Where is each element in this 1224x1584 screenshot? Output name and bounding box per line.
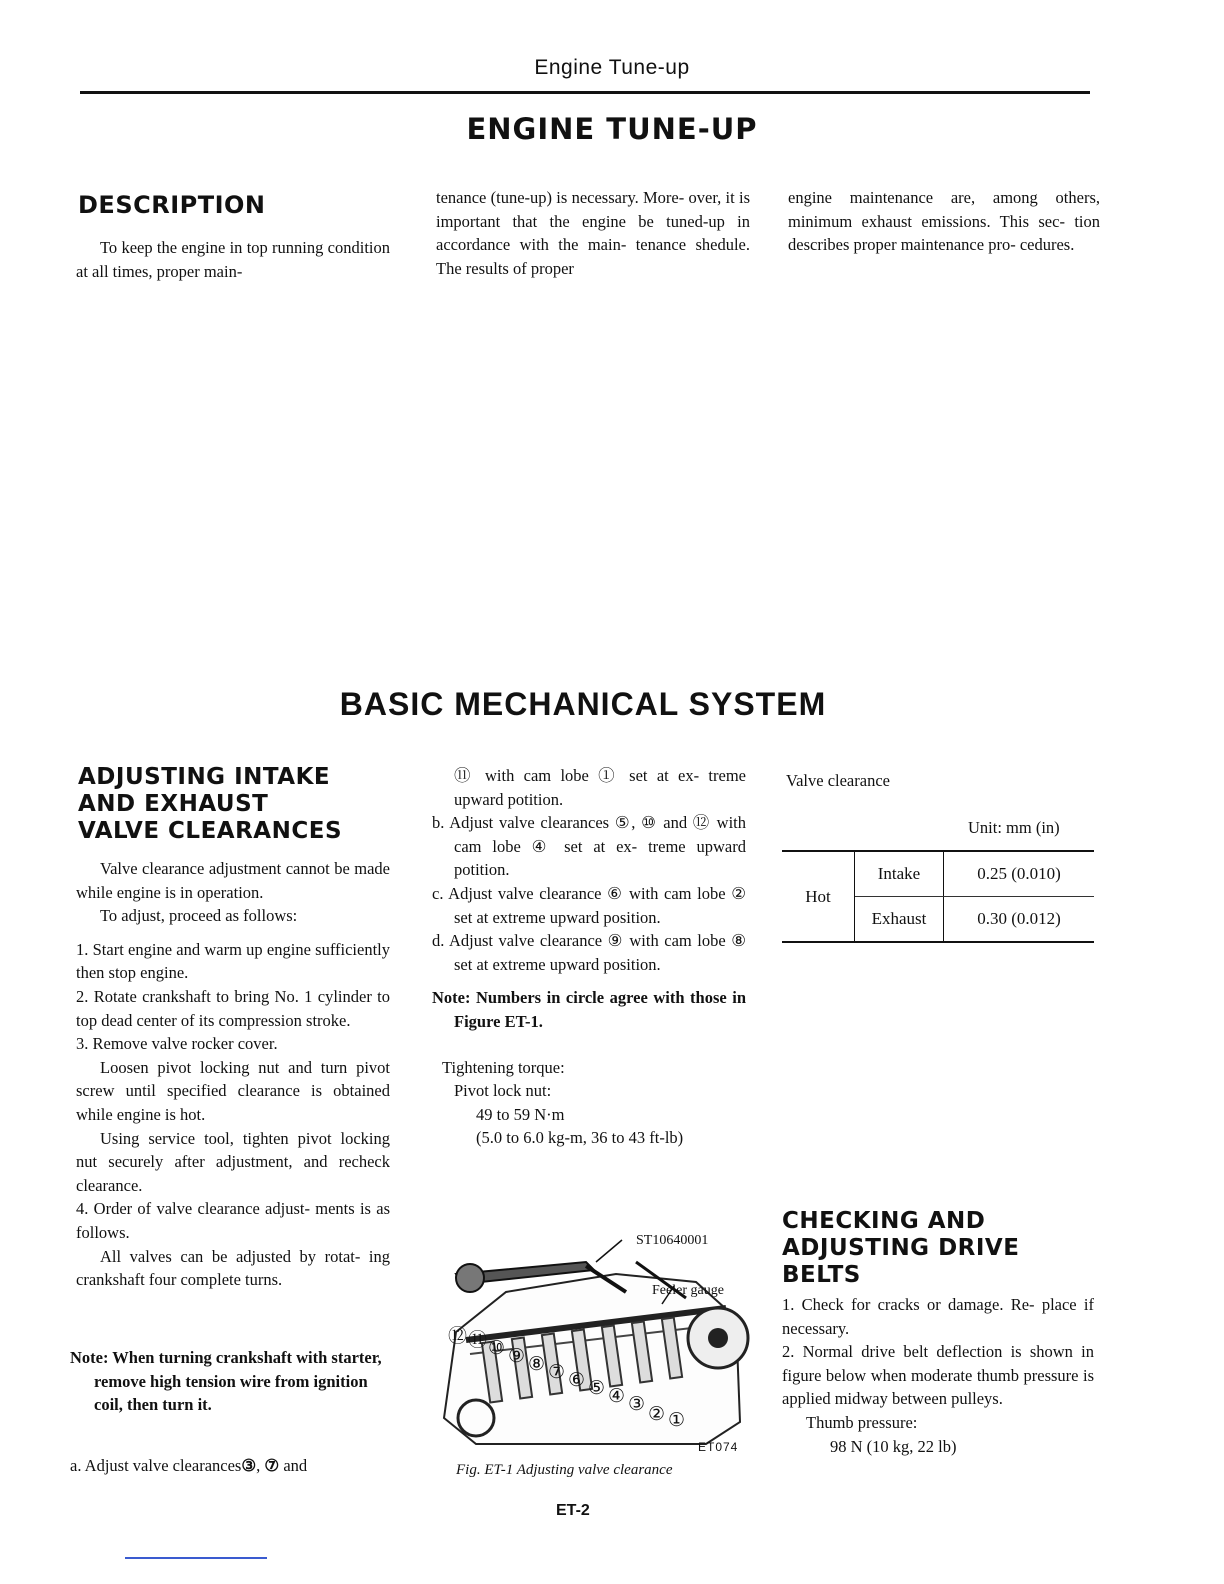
adjusting-step-1: 1. Start engine and warm up engine sufficiently then stop engine. — [76, 939, 390, 983]
belts-body — [782, 1293, 1094, 1458]
col2-note: Note: Numbers in circle agree with those in Figure ET-1. — [432, 988, 746, 1031]
tool-handle — [456, 1264, 484, 1292]
exhaust-value: 0.30 (0.012) — [977, 909, 1061, 928]
torque-item: Pivot lock nut: — [454, 1081, 552, 1101]
step-a-circle-1: ③ — [241, 1456, 257, 1475]
running-header: Engine Tune-up — [534, 56, 690, 79]
valve-number-11: ⑪ — [468, 1329, 488, 1351]
description-heading: DESCRIPTION — [78, 191, 266, 219]
exhaust-label: Exhaust — [855, 897, 944, 942]
valve-number-1: ① — [668, 1409, 686, 1431]
belts-heading-line-3: BELTS — [782, 1262, 861, 1288]
valve-number-10: ⑩ — [488, 1337, 506, 1359]
tool-label: ST10640001 — [636, 1233, 709, 1248]
clearance-row-label: Hot — [782, 852, 855, 941]
blue-underline — [125, 1557, 267, 1559]
section-title: BASIC MECHANICAL SYSTEM — [339, 686, 827, 722]
header-rule — [80, 91, 1090, 94]
step-a-suffix: and — [279, 1456, 308, 1475]
belts-heading — [782, 1208, 1102, 1289]
valve-number-5: ⑤ — [588, 1377, 606, 1399]
valve-number-8: ⑧ — [528, 1353, 546, 1375]
col2-step-b: b. Adjust valve clearances ⑤, ⑩ and ⑫ with cam lobe ④ set at ex- treme upward potition. — [432, 813, 746, 880]
figure-code: ET074 — [698, 1440, 739, 1454]
valve-number-4: ④ — [608, 1385, 626, 1407]
adjusting-heading-line-3: VALVE CLEARANCES — [78, 818, 343, 844]
col2-continuation: ⑪ with cam lobe ① set at ex- treme upward potition. — [454, 766, 746, 809]
page-number: ET-2 — [556, 1502, 590, 1519]
valve-number-2: ② — [648, 1403, 666, 1425]
thumb-pressure-value: 98 N (10 kg, 22 lb) — [830, 1436, 957, 1456]
step-a-circle-2: ⑦ — [264, 1456, 280, 1475]
adjusting-heading-line-2: AND EXHAUST — [78, 791, 269, 817]
step-a-prefix: a. Adjust valve clearances — [70, 1456, 242, 1475]
column2-body — [432, 764, 746, 1150]
belts-step-2: 2. Normal drive belt deflection is shown in figure below when moderate thumb pressure is applied midway between pulleys. — [782, 1342, 1094, 1409]
valve-number-9: ⑨ — [508, 1345, 526, 1367]
adjusting-body — [76, 857, 390, 1292]
description-col1: To keep the engine in top running condition at all times, proper main- — [76, 238, 390, 281]
clearance-table-title: Valve clearance — [786, 771, 890, 790]
step-a-mid: , — [256, 1456, 265, 1475]
adjusting-step-4b: All valves can be adjusted by rotat- ing crankshaft four complete turns. — [76, 1246, 390, 1290]
thumb-pressure-label: Thumb pressure: — [806, 1412, 918, 1432]
adjusting-step-a — [70, 1454, 390, 1478]
figure-et1 — [436, 1222, 752, 1458]
adjusting-heading — [78, 764, 408, 845]
page-title: ENGINE TUNE-UP — [466, 112, 758, 146]
belts-step-1: 1. Check for cracks or damage. Re- place if necessary. — [782, 1295, 1094, 1338]
description-col2: tenance (tune-up) is necessary. More- over, it is important that the engine be tuned-up in accordance with the main- tenance shedule. The results of proper — [436, 188, 750, 278]
adjusting-step-4: 4. Order of valve clearance adjust- ments is as follows. — [76, 1199, 390, 1242]
col2-step-d: d. Adjust valve clearance ⑨ with cam lobe ⑧ set at extreme upward position. — [432, 931, 746, 974]
adjusting-intro-2: To adjust, proceed as follows: — [100, 906, 298, 926]
valve-number-3: ③ — [628, 1393, 646, 1415]
adjusting-step-3c: Using service tool, tighten pivot locking nut securely after adjustment, and recheck clearance. — [76, 1128, 390, 1195]
belts-heading-line-1: CHECKING AND — [782, 1208, 986, 1234]
engine-illustration — [436, 1222, 752, 1458]
intake-label: Intake — [855, 852, 944, 897]
clearance-table-grid — [782, 852, 1094, 941]
adjusting-heading-line-1: ADJUSTING INTAKE — [78, 764, 331, 790]
adjusting-intro-1: Valve clearance adjustment cannot be made while engine is in operation. — [76, 859, 390, 902]
intake-value: 0.25 (0.010) — [944, 852, 1095, 897]
torque-label: Tightening torque: — [442, 1057, 565, 1077]
gauge-label: Feeler gauge — [652, 1283, 724, 1298]
clearance-table — [782, 850, 1094, 943]
adjusting-step-2: 2. Rotate crankshaft to bring No. 1 cylinder to top dead center of its compression stroke. — [76, 986, 390, 1030]
torque-value-1: 49 to 59 N·m — [476, 1104, 565, 1124]
adjusting-step-3: 3. Remove valve rocker cover. — [76, 1034, 278, 1054]
valve-number-6: ⑥ — [568, 1369, 586, 1391]
torque-value-2: (5.0 to 6.0 kg-m, 36 to 43 ft-lb) — [476, 1128, 684, 1148]
description-col3: engine maintenance are, among others, minimum exhaust emissions. This sec- tion describes proper maintenance pro- cedures. — [788, 188, 1100, 255]
adjusting-note: Note: When turning crankshaft with starter, remove high tension wire from ignition coil, then turn it. — [70, 1348, 382, 1415]
valve-number-7: ⑦ — [548, 1361, 566, 1383]
belts-heading-line-2: ADJUSTING DRIVE — [782, 1235, 1020, 1261]
timing-gear-hub — [708, 1328, 728, 1348]
valve-number-12: ⑫ — [448, 1325, 468, 1347]
col2-step-c: c. Adjust valve clearance ⑥ with cam lobe ② set at extreme upward position. — [432, 883, 746, 927]
tool-leader-line — [596, 1240, 622, 1262]
figure-caption: Fig. ET-1 Adjusting valve clearance — [456, 1462, 673, 1478]
clearance-table-unit: Unit: mm (in) — [968, 818, 1060, 837]
adjusting-step-3b: Loosen pivot locking nut and turn pivot screw until specified clearance is obtained while engine is hot. — [76, 1057, 390, 1124]
